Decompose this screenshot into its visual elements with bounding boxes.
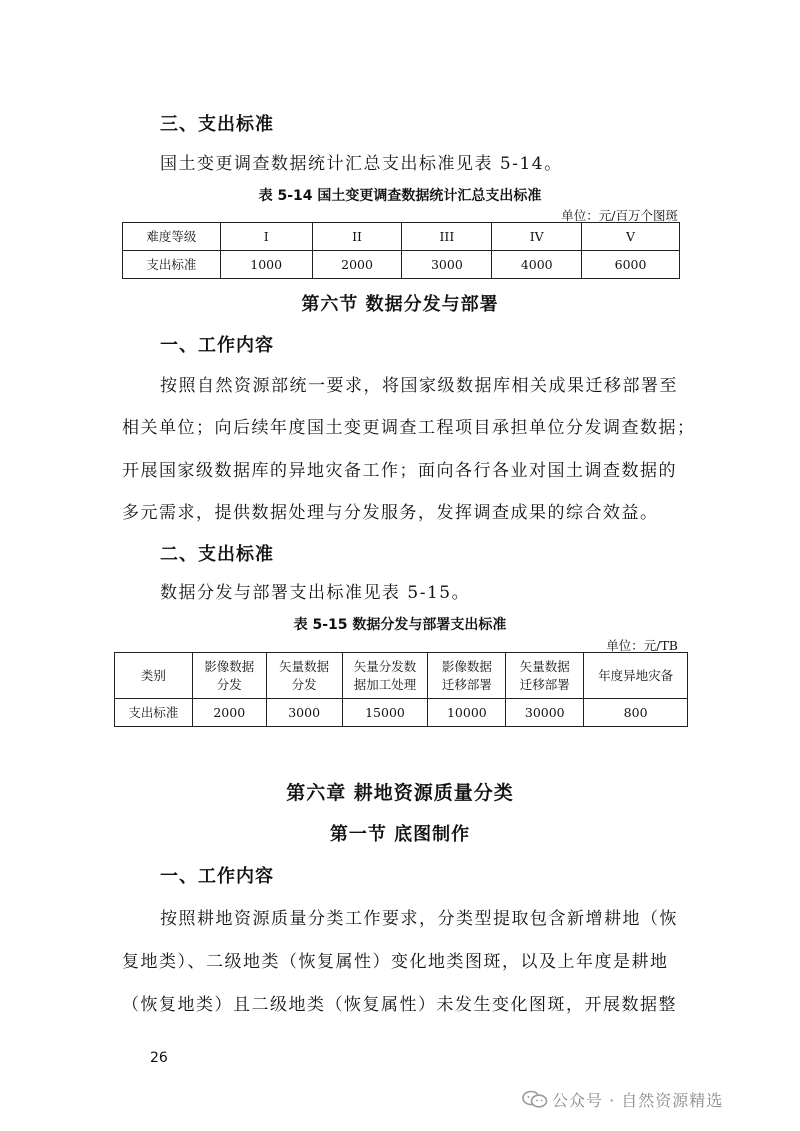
paragraph-line: 按照自然资源部统一要求，将国家级数据库相关成果迁移部署至: [160, 376, 678, 396]
table-cell: 2000: [192, 699, 266, 727]
chapter-title: 第六章 耕地资源质量分类: [286, 782, 514, 804]
section-heading: 一、工作内容: [160, 335, 274, 356]
table-header-row: [123, 223, 680, 251]
section-heading: 三、支出标准: [160, 114, 274, 135]
section-title: 第六节 数据分发与部署: [301, 294, 499, 315]
table-cell: 矢量分发数 据加工处理: [342, 653, 428, 699]
table-cell: 支出标准: [123, 251, 221, 279]
table-cell: 2000: [312, 251, 402, 279]
table-cell: 支出标准: [115, 699, 193, 727]
table-cell: V: [582, 223, 680, 251]
page-number: 26: [150, 1050, 168, 1066]
table-cell: 1000: [220, 251, 312, 279]
wechat-icon: [522, 1090, 548, 1108]
table-cell: 影像数据 迁移部署: [428, 653, 506, 699]
expense-table-5-14: [122, 222, 680, 279]
table-unit: 单位：元/TB: [606, 638, 678, 653]
table-cell: 10000: [428, 699, 506, 727]
table-caption: 表 5-14 国土变更调查数据统计汇总支出标准: [258, 188, 542, 204]
section-heading: 二、支出标准: [160, 544, 274, 565]
table-unit: 单位：元/百万个图斑: [561, 208, 678, 223]
paragraph: 数据分发与部署支出标准见表 5-15。: [160, 583, 471, 603]
section-title: 第一节 底图制作: [329, 824, 471, 845]
table-cell: 年度异地灾备: [584, 653, 688, 699]
paragraph-line: （恢复地类）且二级地类（恢复属性）未发生变化图斑，开展数据整: [122, 995, 677, 1015]
footer-watermark: 公众号 · 自然资源精选: [552, 1091, 724, 1110]
expense-table-5-15: [114, 652, 688, 727]
table-cell: III: [402, 223, 492, 251]
table-cell: 矢量数据 迁移部署: [506, 653, 584, 699]
table-cell: 3000: [266, 699, 342, 727]
table-caption: 表 5-15 数据分发与部署支出标准: [293, 617, 507, 633]
paragraph-line: 开展国家级数据库的异地灾备工作；面向各行各业对国土调查数据的: [122, 461, 677, 481]
table-cell: IV: [492, 223, 582, 251]
paragraph-line: 多元需求，提供数据处理与分发服务，发挥调查成果的综合效益。: [122, 503, 659, 523]
table-cell: 15000: [342, 699, 428, 727]
table-cell: 3000: [402, 251, 492, 279]
table-cell: 类别: [115, 653, 193, 699]
table-cell: II: [312, 223, 402, 251]
table-cell: 难度等级: [123, 223, 221, 251]
table-cell: 影像数据 分发: [192, 653, 266, 699]
table-cell: 800: [584, 699, 688, 727]
paragraph-line: 相关单位；向后续年度国土变更调查工程项目承担单位分发调查数据；: [122, 418, 696, 438]
table-cell: 4000: [492, 251, 582, 279]
table-row: [123, 251, 680, 279]
table-cell: 30000: [506, 699, 584, 727]
paragraph-line: 复地类）、二级地类（恢复属性）变化地类图斑，以及上年度是耕地: [122, 952, 669, 972]
table-header-row: [115, 653, 688, 699]
table-row: [115, 699, 688, 727]
section-heading: 一、工作内容: [160, 866, 274, 887]
table-cell: 6000: [582, 251, 680, 279]
table-cell: 矢量数据 分发: [266, 653, 342, 699]
paragraph: 国土变更调查数据统计汇总支出标准见表 5-14。: [160, 154, 563, 174]
table-cell: I: [220, 223, 312, 251]
paragraph-line: 按照耕地资源质量分类工作要求，分类型提取包含新增耕地（恢: [160, 909, 678, 929]
